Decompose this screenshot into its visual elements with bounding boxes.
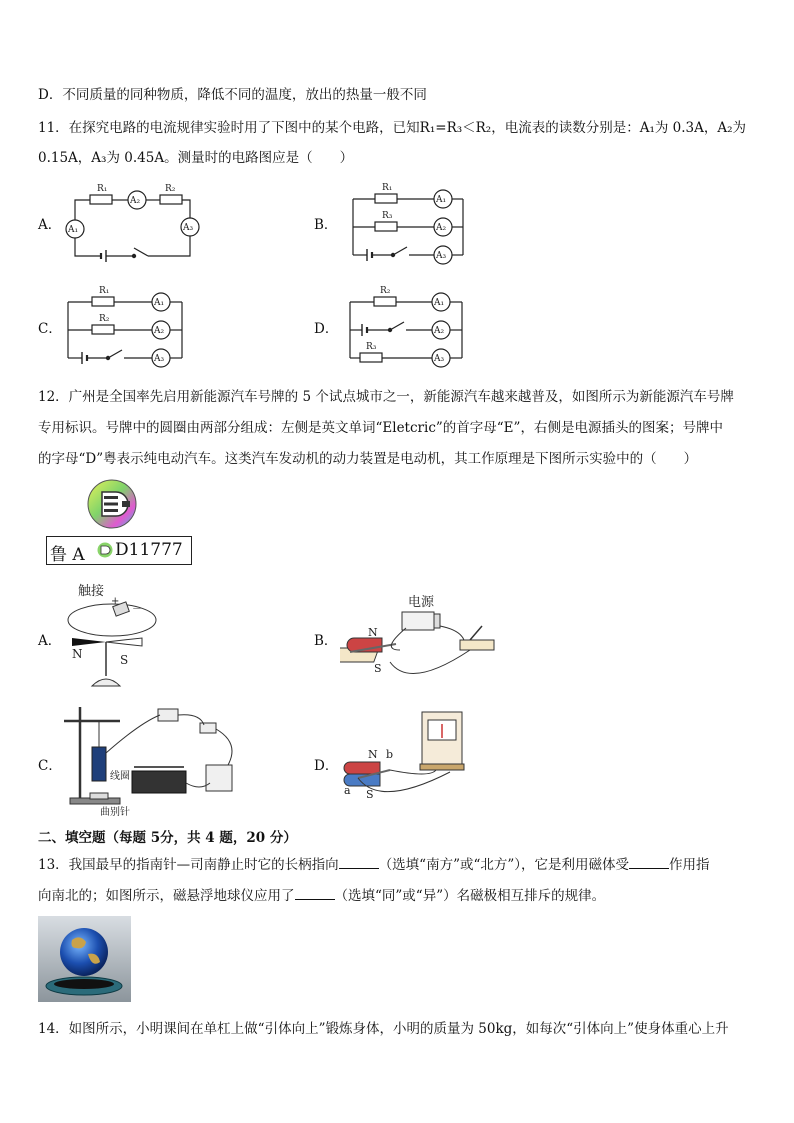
label-r2: R₂ [380,286,391,296]
rheostat-icon [132,771,186,793]
label-r1: R₁ [97,184,108,194]
ammeter-icon [206,765,232,791]
compass-needle-n [72,638,106,646]
plate-prefix: 鲁 A [50,545,85,565]
q12-option-d-label: D． [314,758,339,774]
label-a3: A₃ [154,354,165,364]
q11-option-b-label: B． [314,217,338,233]
label-a2: A₂ [130,196,141,206]
q11-stem-line1: 11．在探究电路的电流规律实验时用了下图中的某个电路，已知R₁=R₃＜R₂，电流表的读数分别是：A₁为 0.3A，A₂为 [38,120,747,136]
q13-blank-3[interactable] [295,887,335,900]
q12-stem-line1: 12．广州是全国率先启用新能源汽车号牌的 5 个试点城市之一，新能源汽车越来越普及，如图所示为新能源汽车号牌 [38,389,734,405]
section-2-title: 二、填空题（每题 5分，共 4 题，20 分） [38,830,297,846]
q12-stem-line3: 的字母“D”粤表示纯电动汽车。这类汽车发动机的动力装置是电动机，其工作原理是下图所示实验中的（ ） [38,451,698,467]
label-r3: R₃ [366,342,377,352]
label-r2: R₂ [165,184,176,194]
q13-text-5: （选填“同”或“异”）名磁极相互排斥的规律。 [334,888,606,904]
label-r1: R₁ [382,183,393,193]
q12-figure-c [60,703,265,818]
label-n: N [368,748,378,761]
q13-text-4: 向南北的；如图所示，磁悬浮地球仪应用了 [38,888,295,904]
label-n: N [72,647,83,661]
q14-stem-line1: 14．如图所示，小明课间在单杠上做“引体向上”锻炼身体，小明的质量为 50kg，如每次“引体向上”使身体重心上升 [38,1021,729,1037]
switch-icon [200,723,216,733]
q12-option-a-label: A． [38,633,62,649]
resistor-r2 [160,195,182,204]
label-a1: A₁ [434,298,445,308]
resistor-r1 [90,195,112,204]
label-a1: A₁ [154,298,165,308]
label-a1: A₁ [68,225,79,235]
q11-option-a-label: A． [38,217,62,233]
label-a2: A₂ [436,223,447,233]
maglev-globe-image [38,916,131,1002]
q11-circuit-c [60,283,190,373]
q13-blank-1[interactable] [339,856,379,869]
label-n: N [368,626,378,639]
label-touch: 触接 [78,584,105,599]
label-r2: R₂ [99,314,110,324]
q13-text-2: （选填“南方”或“北方”），它是利用磁体受 [378,857,630,873]
label-a1: A₁ [436,195,447,205]
switch-icon [460,640,494,650]
label-a3: A₃ [434,354,445,364]
label-minus: － [132,604,142,615]
label-a3: A₃ [436,251,447,261]
q12-option-c-label: C． [38,758,62,774]
label-s: S [120,653,129,667]
q11-circuit-d [340,283,470,373]
q13-stem-line2 [38,884,605,904]
q11-option-c-label: C． [38,321,62,337]
q12-stem-line2: 专用标识。号牌中的圆圈由两部分组成：左侧是英文单词“Eletcric”的首字母“E”，右侧是电源插头的图案；号牌中 [38,420,723,436]
q13-text-1: 13．我国最早的指南针—司南静止时它的长柄指向 [38,857,339,873]
battery-icon [158,709,178,721]
label-coil: 线圈 [110,771,130,782]
q12-figure-b [340,590,500,685]
q12-figure-d [340,708,475,803]
label-pin: 曲别针 [100,807,130,818]
q11-circuit-b [345,180,475,270]
q13-blank-2[interactable] [629,856,669,869]
q13-text-3: 作用指 [669,857,710,873]
q12-option-b-label: B． [314,633,338,649]
label-s: S [366,788,374,801]
q10-option-d: D．不同质量的同种物质，降低不同的温度，放出的热量一般不同 [38,87,427,103]
label-power: 电源 [408,595,435,610]
ev-logo-icon [86,478,138,530]
label-r3: R₃ [382,211,393,221]
label-r1: R₁ [99,286,110,296]
label-a: a [344,784,351,797]
q11-stem-line2: 0.15A，A₃为 0.45A。测量时的电路图应是（ ） [38,150,354,166]
label-a2: A₂ [434,326,445,336]
plate-number: D11777 [115,540,183,560]
label-plus: + [111,596,120,607]
q12-figure-a [62,578,162,693]
q13-stem-line1 [38,853,710,873]
q11-option-d-label: D． [314,321,339,337]
label-a2: A₂ [154,326,165,336]
label-a3: A₃ [183,223,194,233]
label-s: S [374,662,382,675]
power-supply-icon [402,612,434,630]
q11-circuit-a [60,180,210,265]
coil-icon [92,747,106,781]
label-b: b [386,748,394,761]
plate-ev-icon [97,542,113,558]
